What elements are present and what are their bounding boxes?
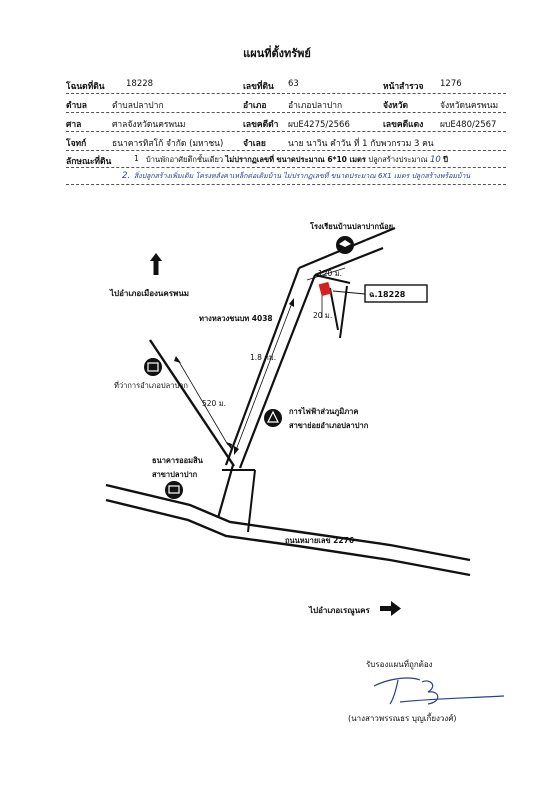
signer-name: (นางสาวพรรณธร บุญเกี้ยงวงศ์) xyxy=(348,714,457,723)
distance-120m: 120 ม. xyxy=(318,269,343,278)
distance-520m: 520 ม. xyxy=(202,399,227,408)
school-icon xyxy=(336,236,354,254)
page-title: แผนที่ตั้งทรัพย์ xyxy=(243,47,311,60)
item2-description: สิ่งปลูกสร้างเพิ่มเติม โครงหลังคาเหล็กต่อเติมบ้าน ไม่ปรากฏเลขที่ ขนาดประมาณ 6X1 เมตร ปลูกสร้างพร้อมบ้าน xyxy=(134,172,471,180)
electricity-office-label-1: การไฟฟ้าส่วนภูมิภาค xyxy=(289,407,359,416)
road-2276-label: ถนนหมายเลข 2276 xyxy=(285,536,355,545)
school-label: โรงเรียนบ้านปลาปากน้อย xyxy=(310,222,394,231)
land-no-value: 63 xyxy=(288,79,299,89)
defendant-label: จำเลย xyxy=(243,139,266,149)
arrow-head xyxy=(226,442,232,449)
bank-label-2: สาขาปลาปาก xyxy=(152,470,198,479)
parcel-lane-side xyxy=(340,286,347,338)
east-arrow-shaft xyxy=(380,606,392,611)
north-arrow-head xyxy=(150,253,162,261)
district-office-label: ที่ว่าการอำเภอปลาปาก xyxy=(114,381,188,390)
arrow-head xyxy=(234,446,239,455)
defendant-value: นาย นาวิน คำวัน ที่ 1 กับพวกรวม 3 คน xyxy=(288,139,434,149)
parcel-pointer xyxy=(333,291,365,294)
road-2276-upper xyxy=(106,485,470,560)
school-road-upper xyxy=(299,240,366,268)
parcel-label: ฉ.18228 xyxy=(369,290,406,299)
junction-road-left xyxy=(218,465,233,518)
item1-part-c: ขนาดประมาณ 6*10 เมตร xyxy=(276,155,366,164)
to-city-label: ไปอำเภอเมืองนครพนม xyxy=(110,289,190,298)
to-renu-label: ไปอำเภอเรณูนคร xyxy=(309,606,370,615)
black-case-label: เลขคดีดำ xyxy=(243,120,279,130)
province-label: จังหวัด xyxy=(383,101,409,111)
survey-page-value: 1276 xyxy=(440,79,462,89)
arrow-head xyxy=(174,356,181,363)
deed-label: โฉนดที่ดิน xyxy=(66,82,105,92)
land-character-label: ลักษณะที่ดิน xyxy=(66,157,112,167)
parcel-lane-side xyxy=(330,288,338,330)
district-office-icon xyxy=(144,358,162,376)
certified-label: รับรองแผนที่ถูกต้อง xyxy=(366,660,433,669)
land-no-label: เลขที่ดิน xyxy=(243,82,274,92)
item1-number: 1 xyxy=(134,154,139,163)
item1-part-d: ปลูกสร้างประมาณ xyxy=(368,155,428,164)
bank-label-1: ธนาคารออมสิน xyxy=(152,456,203,465)
item1-years: 10 xyxy=(430,155,441,165)
highway-4038-label: ทางหลวงชนบท 4038 xyxy=(199,314,273,323)
item1-part-e: ปี xyxy=(443,155,448,164)
item1-part-b: ไม่ปรากฏเลขที่ xyxy=(225,155,275,164)
deed-value: 18228 xyxy=(126,79,154,89)
district-value: อำเภอปลาปาก xyxy=(288,101,343,111)
subdistrict-value: ตำบลปลาปาก xyxy=(112,101,164,111)
province-value: จังหวัดนครพนม xyxy=(440,101,499,111)
item1-part-a: บ้านพักอาศัยตึกชั้นเดียว xyxy=(146,155,224,164)
parcel-mark xyxy=(319,282,332,296)
subdistrict-label: ตำบล xyxy=(66,101,87,111)
plaintiff-label: โจทก์ xyxy=(66,139,87,149)
electricity-office-label-2: สาขาย่อยอำเภอปลาปาก xyxy=(289,421,369,430)
district-label: อำเภอ xyxy=(243,101,267,111)
bank-icon xyxy=(165,481,183,499)
road-4038-right-edge xyxy=(240,275,315,468)
plaintiff-value: ธนาคารทิสโก้ จำกัด (มหาชน) xyxy=(112,139,224,149)
junction-block-right xyxy=(248,470,255,532)
east-arrow-head xyxy=(391,601,401,616)
electricity-office-icon xyxy=(264,409,282,427)
survey-page-label: หน้าสำรวจ xyxy=(383,82,424,92)
item2-number: 2. xyxy=(122,171,131,181)
distance-1-8km: 1.8 กม. xyxy=(250,353,277,362)
distance-20m: 20 ม. xyxy=(313,311,333,320)
dimension-1-8km-line xyxy=(236,303,292,450)
court-label: ศาล xyxy=(66,120,82,130)
signature xyxy=(370,672,510,712)
red-case-value: ผบE480/2567 xyxy=(440,120,497,130)
arrow-head xyxy=(289,298,294,307)
court-value: ศาลจังหวัดนครพนม xyxy=(112,120,186,130)
red-case-label: เลขคดีแดง xyxy=(383,120,424,130)
black-case-value: ผบE4275/2566 xyxy=(288,120,350,130)
road-4038-left-edge xyxy=(226,268,299,465)
north-arrow-shaft xyxy=(154,260,159,275)
